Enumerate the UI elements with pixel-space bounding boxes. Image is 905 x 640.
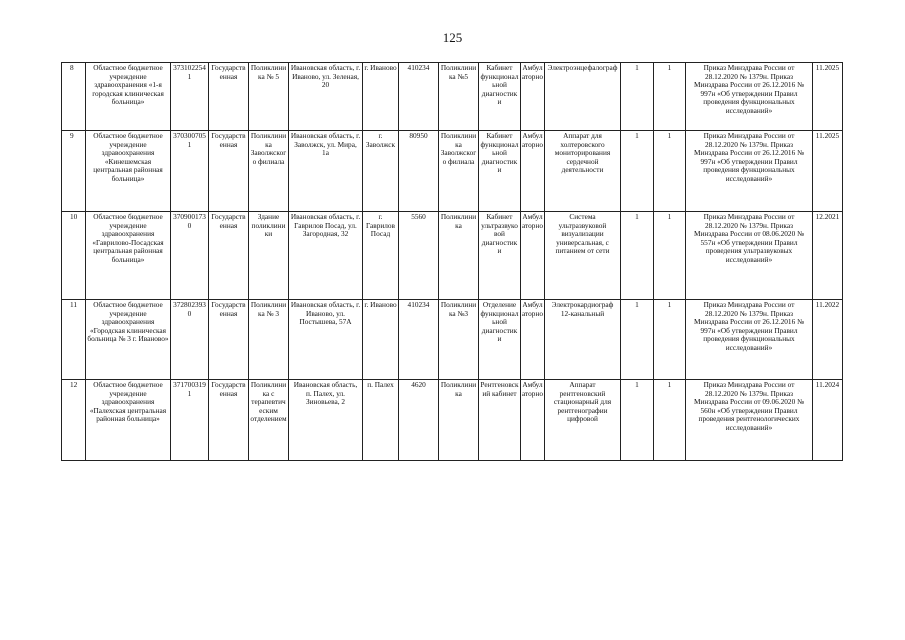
row-number: 9 [62, 131, 86, 212]
organization-cell: Областное бюджетное учреждение здравоохранения «Гаврилово-Посадская центральная районная больница» [86, 212, 171, 300]
quantity-cell: 1 [654, 131, 686, 212]
ownership-cell: Государственная [209, 63, 249, 131]
quantity-cell: 1 [654, 300, 686, 380]
inn-cell: 3731022541 [171, 63, 209, 131]
care-type-cell: Амбулаторно [521, 212, 545, 300]
city-cell: г. Иваново [363, 300, 399, 380]
organization-cell: Областное бюджетное учреждение здравоохранения «1-я городская клиническая больница» [86, 63, 171, 131]
quantity-cell: 1 [621, 63, 654, 131]
orders-cell: Приказ Минздрава России от 28.12.2020 № 1379н. Приказ Минздрава России от 09.06.2020 № 560н «Об утверждении Правил проведения рентгенологических исследований» [686, 380, 813, 461]
care-type-cell: Амбулаторно [521, 131, 545, 212]
quantity-cell: 1 [654, 63, 686, 131]
inn-cell: 3728023930 [171, 300, 209, 380]
date-cell: 11.2025 [813, 131, 843, 212]
equipment-table [61, 62, 843, 461]
city-cell: г. Иваново [363, 63, 399, 131]
quantity-cell: 1 [621, 131, 654, 212]
address-cell: Ивановская область, г. Гаврилов Посад, ул. Загородная, 32 [289, 212, 363, 300]
city-cell: г. Гаврилов Посад [363, 212, 399, 300]
site-cell: Поликлиника №3 [439, 300, 479, 380]
inn-cell: 3709001730 [171, 212, 209, 300]
quantity-cell: 1 [654, 212, 686, 300]
code-cell: 410234 [399, 300, 439, 380]
care-type-cell: Амбулаторно [521, 300, 545, 380]
table-row [62, 300, 843, 380]
date-cell: 11.2024 [813, 380, 843, 461]
room-cell: Кабинет функциональной диагностики [479, 63, 521, 131]
code-cell: 80950 [399, 131, 439, 212]
table-row [62, 212, 843, 300]
ownership-cell: Государственная [209, 131, 249, 212]
subdivision-cell: Поликлиника с терапевтическим отделением [249, 380, 289, 461]
ownership-cell: Государственная [209, 380, 249, 461]
inn-cell: 3703007051 [171, 131, 209, 212]
row-number: 10 [62, 212, 86, 300]
subdivision-cell: Поликлиника Заволжского филиала [249, 131, 289, 212]
row-number: 12 [62, 380, 86, 461]
quantity-cell: 1 [654, 380, 686, 461]
equipment-cell: Аппарат рентгеновский стационарный для рентгенографии цифровой [545, 380, 621, 461]
site-cell: Поликлиника [439, 380, 479, 461]
table-row [62, 380, 843, 461]
ownership-cell: Государственная [209, 300, 249, 380]
code-cell: 410234 [399, 63, 439, 131]
code-cell: 5560 [399, 212, 439, 300]
page-number: 125 [442, 30, 463, 45]
address-cell: Ивановская область, п. Палех, ул. Зиновьева, 2 [289, 380, 363, 461]
equipment-cell: Электроэнцефалограф [545, 63, 621, 131]
inn-cell: 3717003191 [171, 380, 209, 461]
code-cell: 4620 [399, 380, 439, 461]
subdivision-cell: Поликлиника № 5 [249, 63, 289, 131]
room-cell: Рентгеновский кабинет [479, 380, 521, 461]
city-cell: г. Заволжск [363, 131, 399, 212]
table-row [62, 63, 843, 131]
quantity-cell: 1 [621, 300, 654, 380]
room-cell: Отделение функциональной диагностики [479, 300, 521, 380]
city-cell: п. Палех [363, 380, 399, 461]
room-cell: Кабинет ультразвуковой диагностики [479, 212, 521, 300]
site-cell: Поликлиника №5 [439, 63, 479, 131]
quantity-cell: 1 [621, 212, 654, 300]
subdivision-cell: Поликлиника № 3 [249, 300, 289, 380]
row-number: 8 [62, 63, 86, 131]
ownership-cell: Государственная [209, 212, 249, 300]
address-cell: Ивановская область, г. Иваново, ул. Постышева, 57А [289, 300, 363, 380]
orders-cell: Приказ Минздрава России от 28.12.2020 № 1379н. Приказ Минздрава России от 26.12.2016 № 997н «Об утверждении Правил проведения функциональных исследований» [686, 63, 813, 131]
row-number: 11 [62, 300, 86, 380]
organization-cell: Областное бюджетное учреждение здравоохранения «Кинешемская центральная районная больница» [86, 131, 171, 212]
subdivision-cell: Здание поликлиники [249, 212, 289, 300]
orders-cell: Приказ Минздрава России от 28.12.2020 № 1379н. Приказ Минздрава России от 26.12.2016 № 997н «Об утверждении Правил проведения функциональных исследований» [686, 131, 813, 212]
organization-cell: Областное бюджетное учреждение здравоохранения «Городская клиническая больница № 3 г. Иваново» [86, 300, 171, 380]
orders-cell: Приказ Минздрава России от 28.12.2020 № 1379н. Приказ Минздрава России от 08.06.2020 № 557н «Об утверждении Правил проведения ультразвуковых исследований» [686, 212, 813, 300]
equipment-cell: Аппарат для холтеровского мониторирования сердечной деятельности [545, 131, 621, 212]
organization-cell: Областное бюджетное учреждение здравоохранения «Палехская центральная районная больница» [86, 380, 171, 461]
address-cell: Ивановская область, г. Заволжск, ул. Мира, 1а [289, 131, 363, 212]
equipment-cell: Электрокардиограф 12-канальный [545, 300, 621, 380]
date-cell: 11.2025 [813, 63, 843, 131]
table-row [62, 131, 843, 212]
quantity-cell: 1 [621, 380, 654, 461]
room-cell: Кабинет функциональной диагностики [479, 131, 521, 212]
site-cell: Поликлиника [439, 212, 479, 300]
orders-cell: Приказ Минздрава России от 28.12.2020 № 1379н. Приказ Минздрава России от 26.12.2016 № 997н «Об утверждении Правил проведения функциональных исследований» [686, 300, 813, 380]
date-cell: 12.2021 [813, 212, 843, 300]
care-type-cell: Амбулаторно [521, 380, 545, 461]
care-type-cell: Амбулаторно [521, 63, 545, 131]
equipment-cell: Система ультразвуковой визуализации универсальная, с питанием от сети [545, 212, 621, 300]
site-cell: Поликлиника Заволжского филиала [439, 131, 479, 212]
date-cell: 11.2022 [813, 300, 843, 380]
address-cell: Ивановская область, г. Иваново, ул. Зеленая, 20 [289, 63, 363, 131]
